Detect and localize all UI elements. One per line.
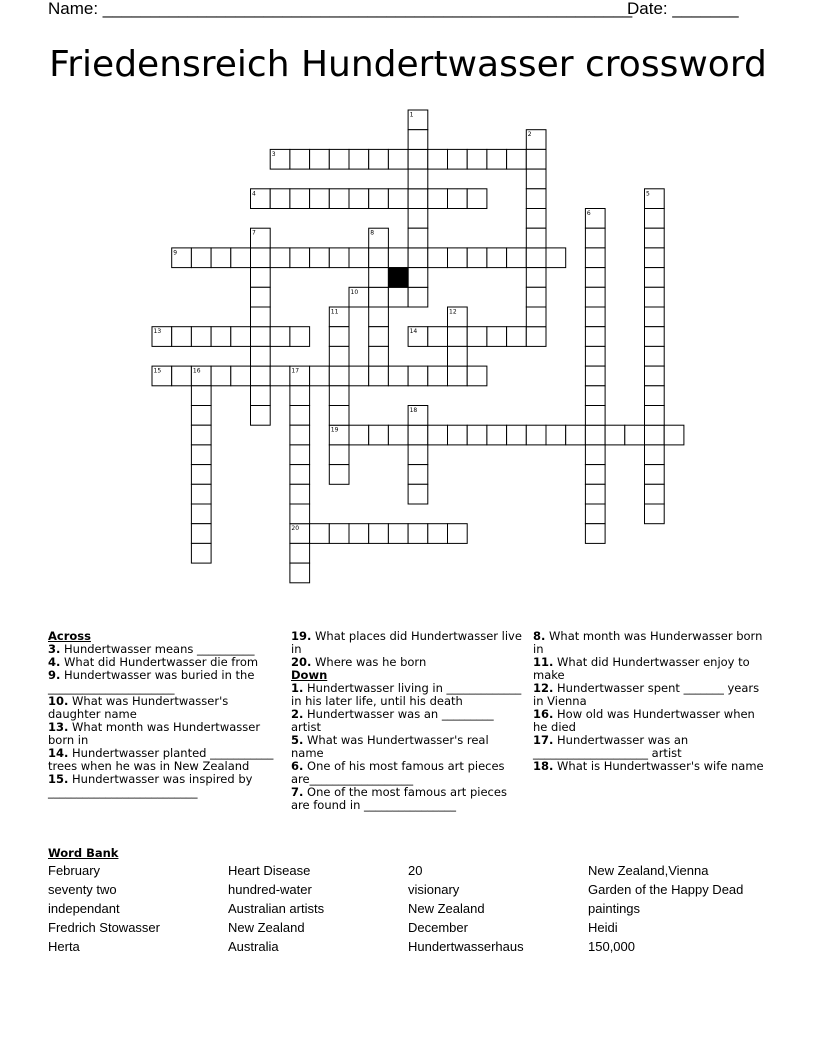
- clue-number: 3.: [48, 642, 61, 656]
- grid-cell[interactable]: [329, 149, 349, 169]
- word-bank-entry: Herta: [48, 939, 80, 954]
- grid-cell[interactable]: [408, 228, 428, 248]
- name-line: Name: ________________________________________________________: [48, 0, 633, 18]
- grid-cell[interactable]: [290, 425, 310, 445]
- grid-cell[interactable]: [369, 346, 389, 366]
- grid-cell[interactable]: [585, 268, 605, 288]
- grid-number: 4: [252, 190, 256, 198]
- grid-cell[interactable]: [329, 406, 349, 426]
- grid-cell[interactable]: [645, 366, 665, 386]
- clue-item: [48, 669, 280, 695]
- grid-cell[interactable]: [329, 327, 349, 347]
- grid-cell[interactable]: [526, 209, 546, 229]
- grid-cell[interactable]: [467, 425, 487, 445]
- grid-cell[interactable]: [191, 465, 211, 485]
- grid-cell[interactable]: [507, 149, 527, 169]
- clue-text: Hundertwasser planted ___________ trees when he was in New Zealand: [48, 746, 274, 773]
- clue-text: How old was Hundertwasser when he died: [533, 707, 755, 734]
- grid-cell[interactable]: [191, 504, 211, 524]
- grid-cell[interactable]: [369, 366, 389, 386]
- grid-cell[interactable]: [664, 425, 684, 445]
- clues-column-3: [533, 630, 765, 773]
- grid-cell[interactable]: [329, 465, 349, 485]
- grid-cell[interactable]: [645, 268, 665, 288]
- grid-cell[interactable]: [211, 366, 231, 386]
- clues-column-1: [48, 630, 280, 799]
- grid-cell[interactable]: [487, 425, 507, 445]
- grid-cell[interactable]: [388, 248, 408, 268]
- grid-cell[interactable]: [290, 189, 310, 209]
- grid-cell[interactable]: [270, 366, 290, 386]
- grid-cell[interactable]: [290, 543, 310, 563]
- word-bank-entry: New Zealand,Vienna: [588, 863, 709, 878]
- grid-cell[interactable]: [251, 248, 271, 268]
- clue-number: 11.: [533, 655, 554, 669]
- grid-cell[interactable]: [290, 484, 310, 504]
- grid-cell[interactable]: [290, 445, 310, 465]
- grid-cell[interactable]: [448, 366, 468, 386]
- clue-text: Hundertwasser was an _________ artist: [291, 707, 494, 734]
- word-bank-entry: Australia: [228, 939, 279, 954]
- grid-cell[interactable]: [585, 465, 605, 485]
- grid-cell[interactable]: [251, 346, 271, 366]
- grid-cell[interactable]: [388, 189, 408, 209]
- grid-number: 19: [330, 426, 339, 434]
- grid-cell[interactable]: [408, 287, 428, 307]
- grid-cell[interactable]: [448, 346, 468, 366]
- clue-text: What was Hundertwasser's daughter name: [48, 694, 229, 721]
- date-line: Date: _______: [627, 0, 739, 18]
- grid-cell[interactable]: [408, 169, 428, 189]
- grid-cell[interactable]: [526, 425, 546, 445]
- grid-cell[interactable]: [645, 209, 665, 229]
- grid-cell[interactable]: [310, 248, 330, 268]
- grid-cell[interactable]: [211, 248, 231, 268]
- grid-cell[interactable]: [408, 149, 428, 169]
- clue-number: 12.: [533, 681, 554, 695]
- grid-cell[interactable]: [369, 248, 389, 268]
- grid-cell[interactable]: [329, 189, 349, 209]
- clue-text: Where was he born: [311, 655, 427, 669]
- word-bank-entry: Australian artists: [228, 901, 325, 916]
- grid-cell[interactable]: [408, 248, 428, 268]
- clue-number: 4.: [48, 655, 61, 669]
- grid-cell[interactable]: [526, 307, 546, 327]
- word-bank-entry: Garden of the Happy Dead: [588, 882, 744, 897]
- blocked-cell: [388, 268, 408, 288]
- grid-number: 15: [153, 367, 162, 375]
- grid-cell[interactable]: [585, 406, 605, 426]
- clue-text: One of the most famous art pieces are found in ________________: [291, 785, 507, 812]
- grid-cell[interactable]: [349, 524, 369, 544]
- grid-cell[interactable]: [645, 386, 665, 406]
- grid-cell[interactable]: [645, 346, 665, 366]
- grid-cell[interactable]: [585, 307, 605, 327]
- grid-cell[interactable]: [526, 169, 546, 189]
- grid-cell[interactable]: [251, 327, 271, 347]
- grid-number: 13: [153, 328, 162, 336]
- clue-number: 19.: [291, 629, 312, 643]
- grid-number: 10: [350, 288, 359, 296]
- word-bank-entry: Hundertwasserhaus: [408, 939, 524, 954]
- grid-number: 6: [586, 210, 591, 217]
- grid-cell[interactable]: [585, 287, 605, 307]
- grid-cell[interactable]: [369, 287, 389, 307]
- clue-item: [291, 786, 523, 812]
- clue-text: What is Hundertwasser's wife name: [553, 759, 764, 773]
- grid-cell[interactable]: [605, 425, 625, 445]
- grid-cell[interactable]: [645, 406, 665, 426]
- grid-cell[interactable]: [428, 524, 448, 544]
- grid-cell[interactable]: [585, 248, 605, 268]
- grid-cell[interactable]: [270, 327, 290, 347]
- grid-cell[interactable]: [645, 445, 665, 465]
- grid-cell[interactable]: [191, 524, 211, 544]
- clue-number: 1.: [291, 681, 304, 695]
- grid-cell[interactable]: [448, 149, 468, 169]
- grid-cell[interactable]: [448, 425, 468, 445]
- grid-cell[interactable]: [369, 327, 389, 347]
- grid-cell[interactable]: [349, 189, 369, 209]
- grid-cell[interactable]: [507, 248, 527, 268]
- clue-number: 2.: [291, 707, 304, 721]
- clue-item: [48, 695, 280, 721]
- grid-cell[interactable]: [467, 366, 487, 386]
- grid-cell[interactable]: [388, 287, 408, 307]
- word-bank-entry: Heart Disease: [228, 863, 311, 878]
- grid-cell[interactable]: [585, 327, 605, 347]
- grid-cell[interactable]: [585, 425, 605, 445]
- word-bank-entry: Heidi: [588, 920, 618, 935]
- clue-text: Hundertwasser living in _____________ in his later life, until his death: [291, 681, 522, 708]
- grid-number: 3: [271, 150, 276, 158]
- clue-text: What month was Hundertwasser born in: [48, 720, 261, 747]
- grid-cell[interactable]: [329, 386, 349, 406]
- grid-number: 5: [646, 190, 650, 198]
- grid-cell[interactable]: [408, 524, 428, 544]
- grid-cell[interactable]: [172, 327, 192, 347]
- grid-cell[interactable]: [526, 248, 546, 268]
- grid-cell[interactable]: [585, 445, 605, 465]
- clue-number: 20.: [291, 655, 312, 669]
- grid-cell[interactable]: [310, 524, 330, 544]
- grid-cell[interactable]: [270, 189, 290, 209]
- word-bank-entry: 20: [408, 863, 423, 878]
- clue-item: [533, 630, 765, 656]
- grid-number: 9: [173, 249, 178, 257]
- grid-cell[interactable]: [467, 248, 487, 268]
- word-bank-entry: New Zealand: [228, 920, 305, 935]
- grid-cell[interactable]: [251, 287, 271, 307]
- grid-cell[interactable]: [585, 346, 605, 366]
- clue-number: 17.: [533, 733, 554, 747]
- grid-cell[interactable]: [467, 327, 487, 347]
- grid-cell[interactable]: [585, 484, 605, 504]
- clue-number: 13.: [48, 720, 69, 734]
- grid-number: 1: [409, 111, 414, 119]
- grid-cell[interactable]: [310, 189, 330, 209]
- clue-item: [48, 721, 280, 747]
- grid-cell[interactable]: [645, 465, 665, 485]
- grid-cell[interactable]: [349, 248, 369, 268]
- clue-item: [533, 682, 765, 708]
- grid-cell[interactable]: [349, 425, 369, 445]
- grid-cell[interactable]: [191, 406, 211, 426]
- grid-cell[interactable]: [310, 366, 330, 386]
- clue-item: [291, 760, 523, 786]
- word-bank-entry: December: [408, 920, 468, 935]
- grid-cell[interactable]: [487, 327, 507, 347]
- grid-cell[interactable]: [585, 228, 605, 248]
- grid-cell[interactable]: [231, 248, 251, 268]
- clue-item: [48, 773, 280, 799]
- clue-item: [533, 656, 765, 682]
- page-title: Friedensreich Hundertwasser crossword: [49, 44, 767, 85]
- grid-cell[interactable]: [408, 425, 428, 445]
- grid-cell[interactable]: [645, 287, 665, 307]
- clue-number: 15.: [48, 772, 69, 786]
- grid-cell[interactable]: [428, 366, 448, 386]
- grid-cell[interactable]: [526, 189, 546, 209]
- clue-text: Hundertwasser was inspired by __________________________: [48, 772, 253, 799]
- clue-number: 9.: [48, 668, 61, 682]
- grid-cell[interactable]: [251, 366, 271, 386]
- grid-cell[interactable]: [645, 484, 665, 504]
- grid-cell[interactable]: [487, 248, 507, 268]
- grid-cell[interactable]: [408, 445, 428, 465]
- clue-item: [533, 708, 765, 734]
- clue-text: Hundertwasser was buried in the ______________________: [48, 668, 255, 695]
- grid-number: 8: [370, 229, 375, 237]
- grid-cell[interactable]: [645, 248, 665, 268]
- clue-number: 18.: [533, 759, 554, 773]
- grid-number: 16: [192, 367, 201, 375]
- grid-cell[interactable]: [487, 149, 507, 169]
- word-bank-entry: hundred-water: [228, 882, 312, 897]
- grid-cell[interactable]: [290, 386, 310, 406]
- word-bank-entry: independant: [48, 901, 120, 916]
- word-bank-title: Word Bank: [48, 846, 119, 860]
- grid-cell[interactable]: [408, 465, 428, 485]
- grid-cell[interactable]: [251, 406, 271, 426]
- word-bank-entry: Fredrich Stowasser: [48, 920, 160, 935]
- grid-cell[interactable]: [290, 563, 310, 583]
- grid-cell[interactable]: [645, 307, 665, 327]
- grid-cell[interactable]: [191, 543, 211, 563]
- grid-cell[interactable]: [546, 248, 566, 268]
- grid-cell[interactable]: [526, 268, 546, 288]
- grid-cell[interactable]: [329, 524, 349, 544]
- clue-number: 10.: [48, 694, 69, 708]
- grid-cell[interactable]: [349, 366, 369, 386]
- grid-cell[interactable]: [388, 425, 408, 445]
- grid-cell[interactable]: [231, 327, 251, 347]
- grid-cell[interactable]: [408, 484, 428, 504]
- grid-cell[interactable]: [546, 425, 566, 445]
- clue-text: Hundertwasser means __________: [60, 642, 255, 656]
- grid-cell[interactable]: [329, 346, 349, 366]
- grid-cell[interactable]: [448, 248, 468, 268]
- grid-cell[interactable]: [290, 406, 310, 426]
- word-bank-entry: 150,000: [588, 939, 635, 954]
- clue-number: 7.: [291, 785, 304, 799]
- grid-cell[interactable]: [428, 425, 448, 445]
- clues-column-2: [291, 630, 523, 812]
- clue-number: 5.: [291, 733, 304, 747]
- clue-text: What was Hundertwasser's real name: [291, 733, 489, 760]
- clue-text: What month was Hunderwasser born in: [533, 629, 763, 656]
- grid-cell[interactable]: [526, 228, 546, 248]
- clue-text: What did Hundertwasser die from: [60, 655, 259, 669]
- grid-cell[interactable]: [290, 465, 310, 485]
- clue-heading: Down: [291, 668, 328, 682]
- grid-cell[interactable]: [231, 366, 251, 386]
- grid-cell[interactable]: [251, 386, 271, 406]
- grid-number: 12: [449, 308, 457, 316]
- grid-cell[interactable]: [645, 327, 665, 347]
- grid-cell[interactable]: [329, 366, 349, 386]
- clue-item: [533, 734, 765, 760]
- grid-cell[interactable]: [585, 366, 605, 386]
- word-bank-entry: seventy two: [48, 882, 117, 897]
- grid-cell[interactable]: [467, 189, 487, 209]
- word-bank-entry: New Zealand: [408, 901, 485, 916]
- grid-cell[interactable]: [448, 524, 468, 544]
- clue-number: 16.: [533, 707, 554, 721]
- grid-cell[interactable]: [290, 248, 310, 268]
- grid-cell[interactable]: [428, 189, 448, 209]
- clue-number: 6.: [291, 759, 304, 773]
- grid-number: 11: [330, 308, 339, 316]
- grid-number: 17: [291, 367, 300, 375]
- grid-cell[interactable]: [448, 189, 468, 209]
- grid-cell[interactable]: [251, 307, 271, 327]
- word-bank-entry: February: [48, 863, 101, 878]
- grid-cell[interactable]: [507, 425, 527, 445]
- clue-item: [291, 682, 523, 708]
- grid-cell[interactable]: [645, 504, 665, 524]
- grid-cell[interactable]: [191, 386, 211, 406]
- grid-cell[interactable]: [526, 327, 546, 347]
- grid-number: 7: [252, 229, 256, 237]
- grid-cell[interactable]: [369, 307, 389, 327]
- clue-text: Hundertwasser spent _______ years in Vienna: [533, 681, 760, 708]
- grid-number: 20: [291, 525, 300, 533]
- clue-item: [533, 760, 765, 773]
- grid-cell[interactable]: [191, 425, 211, 445]
- grid-number: 2: [527, 131, 532, 139]
- grid-cell[interactable]: [625, 425, 645, 445]
- grid-cell[interactable]: [369, 189, 389, 209]
- grid-cell[interactable]: [408, 268, 428, 288]
- grid-number: 14: [409, 328, 418, 336]
- grid-cell[interactable]: [191, 484, 211, 504]
- grid-cell[interactable]: [428, 149, 448, 169]
- grid-cell[interactable]: [310, 149, 330, 169]
- grid-cell[interactable]: [585, 504, 605, 524]
- grid-cell[interactable]: [290, 149, 310, 169]
- clue-text: What places did Hundertwasser live in: [291, 629, 522, 656]
- grid-cell[interactable]: [428, 327, 448, 347]
- grid-cell[interactable]: [428, 248, 448, 268]
- clue-number: 8.: [533, 629, 546, 643]
- clue-item: [291, 734, 523, 760]
- clue-heading: Across: [48, 629, 91, 643]
- grid-cell[interactable]: [566, 425, 586, 445]
- grid-cell[interactable]: [329, 248, 349, 268]
- grid-cell[interactable]: [172, 366, 192, 386]
- grid-cell[interactable]: [369, 524, 389, 544]
- grid-cell[interactable]: [191, 327, 211, 347]
- grid-cell[interactable]: [388, 524, 408, 544]
- grid-cell[interactable]: [585, 386, 605, 406]
- grid-cell[interactable]: [448, 327, 468, 347]
- grid-cell[interactable]: [585, 524, 605, 544]
- clue-number: 14.: [48, 746, 69, 760]
- clue-text: One of his most famous art pieces are__________________: [291, 759, 505, 786]
- clue-text: What did Hundertwasser enjoy to make: [533, 655, 750, 682]
- grid-cell[interactable]: [290, 327, 310, 347]
- grid-cell[interactable]: [408, 189, 428, 209]
- grid-cell[interactable]: [388, 366, 408, 386]
- grid-cell[interactable]: [369, 425, 389, 445]
- clue-item: [291, 708, 523, 734]
- grid-cell[interactable]: [507, 327, 527, 347]
- grid-cell[interactable]: [645, 425, 665, 445]
- grid-cell[interactable]: [329, 445, 349, 465]
- grid-cell[interactable]: [349, 149, 369, 169]
- grid-cell[interactable]: [191, 248, 211, 268]
- grid-cell[interactable]: [645, 228, 665, 248]
- grid-cell[interactable]: [408, 366, 428, 386]
- grid-cell[interactable]: [369, 149, 389, 169]
- grid-cell[interactable]: [369, 268, 389, 288]
- grid-cell[interactable]: [290, 504, 310, 524]
- grid-cell[interactable]: [388, 149, 408, 169]
- grid-cell[interactable]: [211, 327, 231, 347]
- grid-cell[interactable]: [408, 130, 428, 150]
- grid-cell[interactable]: [526, 149, 546, 169]
- grid-cell[interactable]: [467, 149, 487, 169]
- word-bank-entry: visionary: [408, 882, 460, 897]
- clue-item: [291, 630, 523, 656]
- grid-cell[interactable]: [408, 209, 428, 229]
- grid-cell[interactable]: [270, 248, 290, 268]
- grid-number: 18: [409, 407, 418, 414]
- clue-text: Hundertwasser was an ____________________ artist: [533, 733, 689, 760]
- clue-item: [48, 747, 280, 773]
- grid-cell[interactable]: [251, 268, 271, 288]
- grid-cell[interactable]: [526, 287, 546, 307]
- word-bank-entry: paintings: [588, 901, 641, 916]
- grid-cell[interactable]: [191, 445, 211, 465]
